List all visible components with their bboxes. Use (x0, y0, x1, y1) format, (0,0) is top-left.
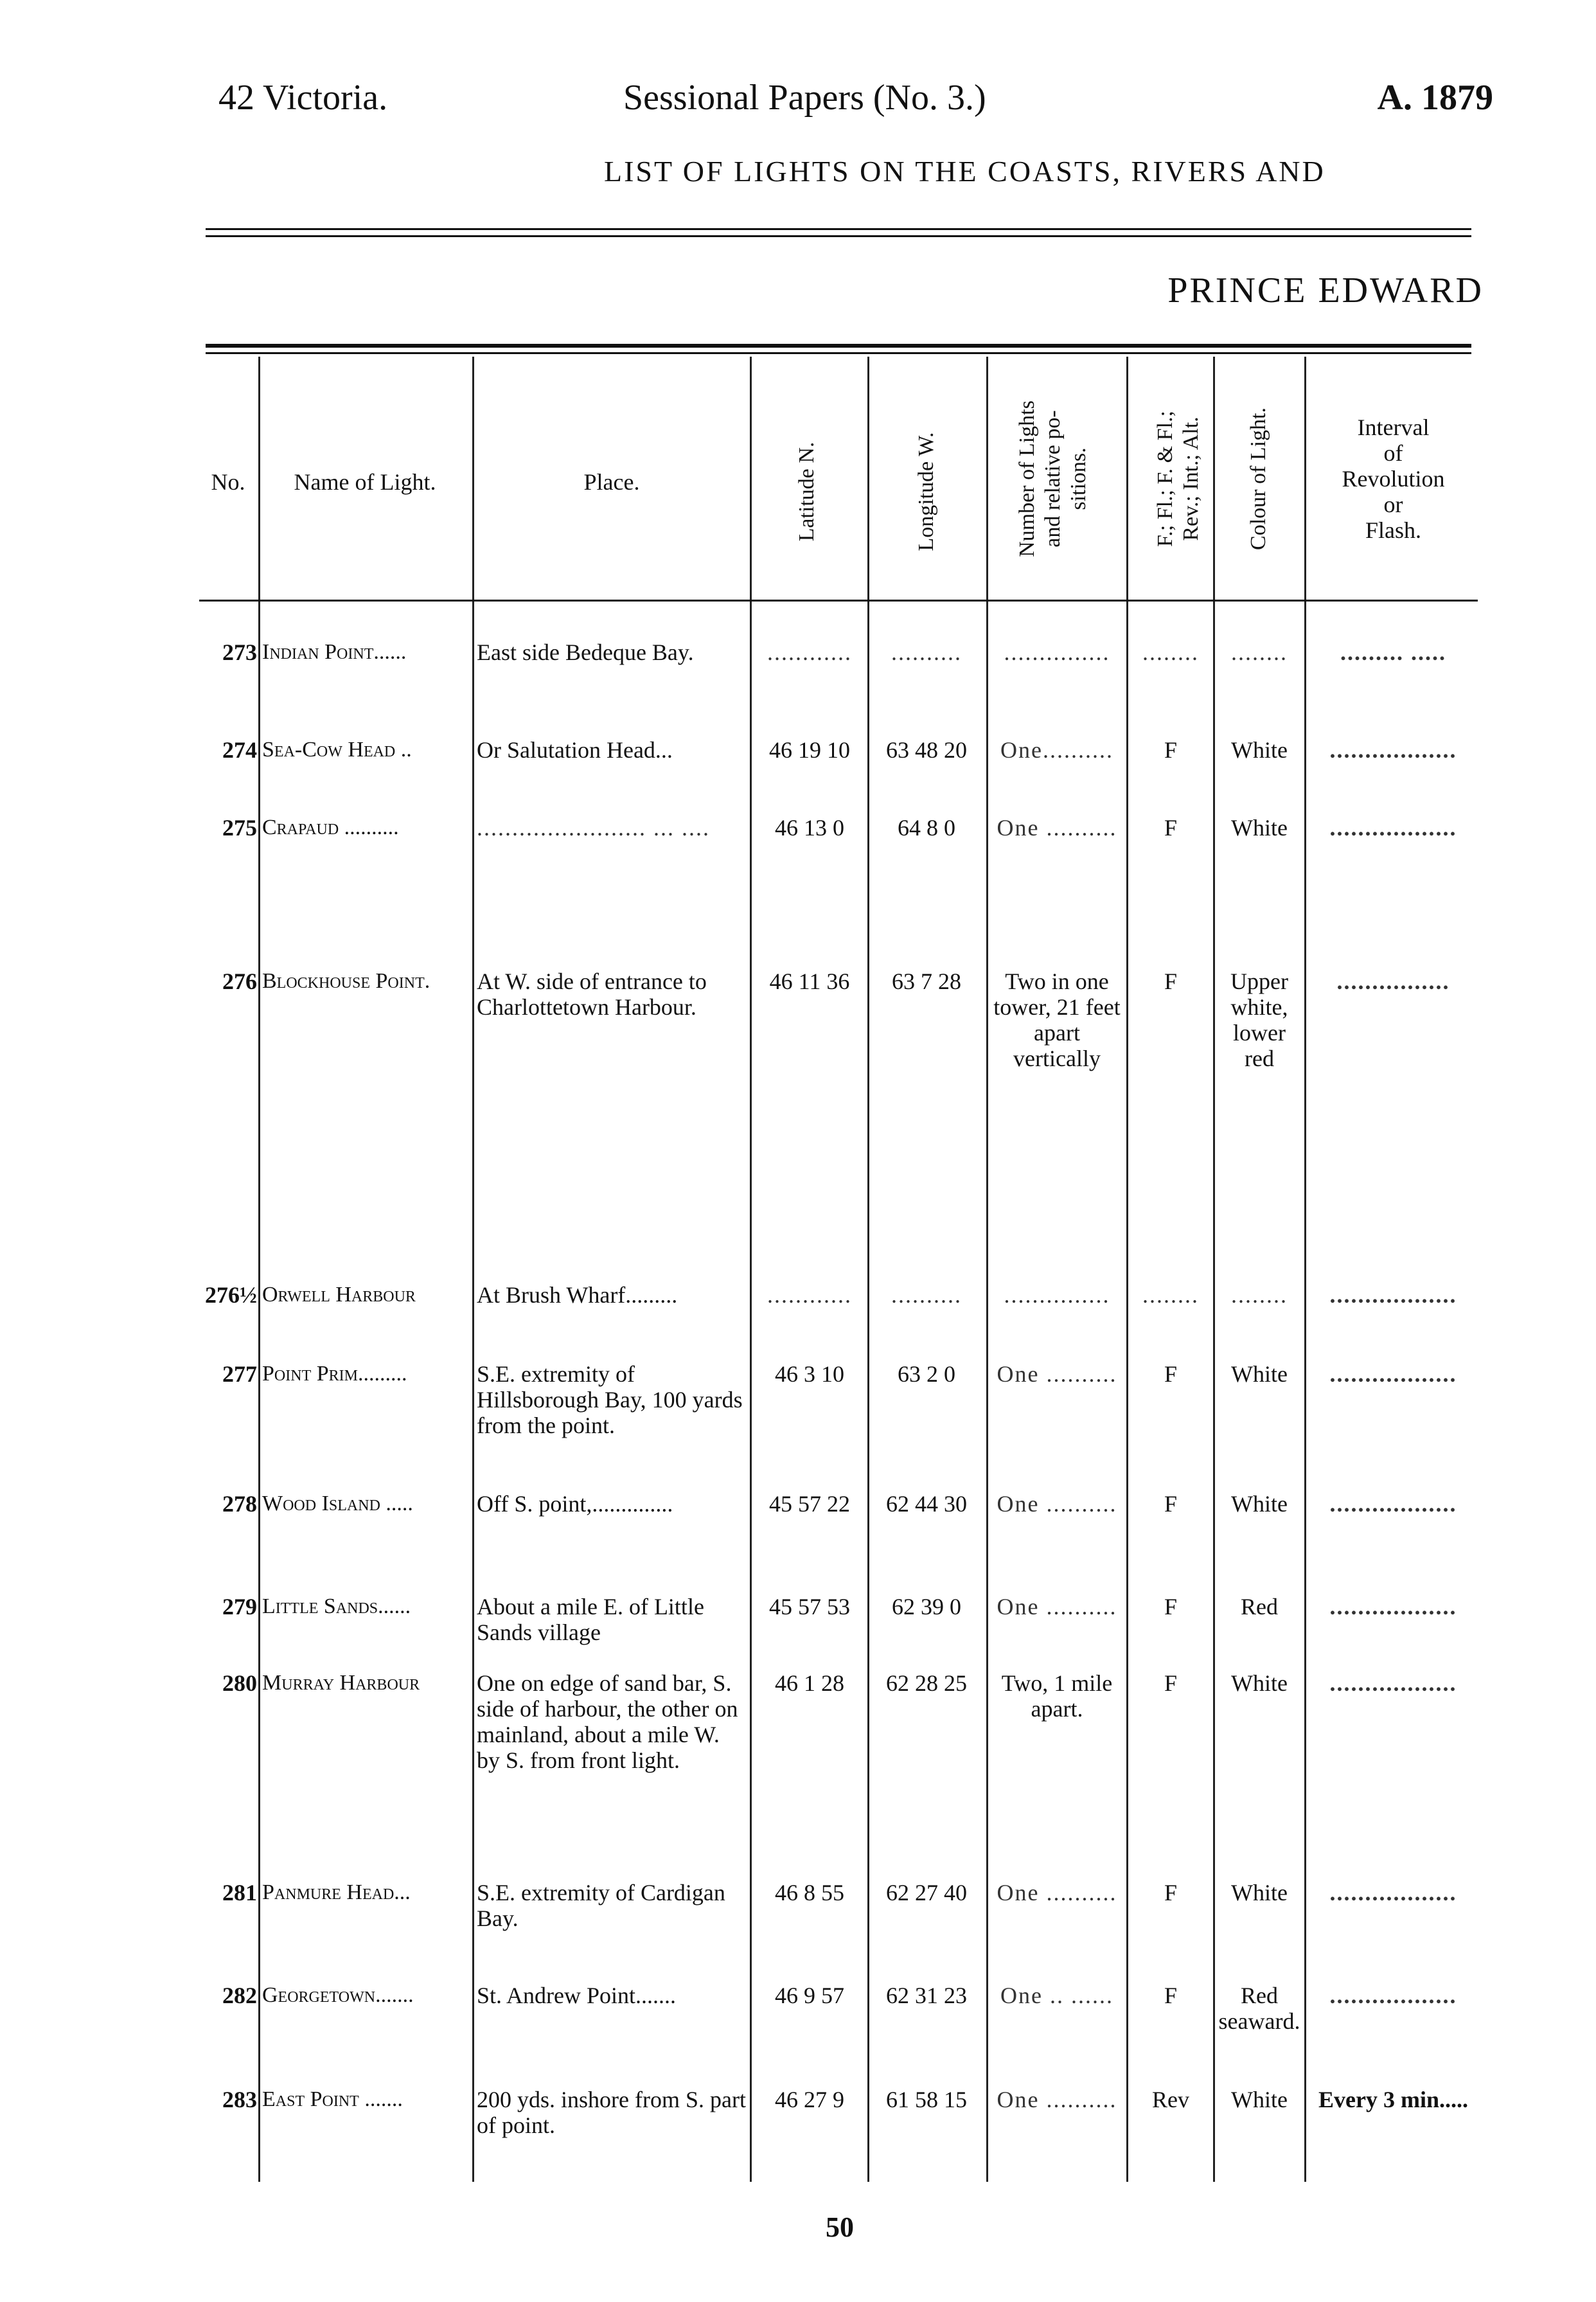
cell-kind: F (1164, 1491, 1178, 1517)
cell-longitude: 62 39 0 (892, 1594, 961, 1619)
cell-place: One on edge of sand bar, S. side of harbour, the other on mainland, about a mile W. by S. from front light. (477, 1670, 738, 1773)
cell-number: One.......... (1000, 737, 1113, 763)
cell-interval: .................. (1329, 737, 1457, 763)
header-latitude: Latitude N. (795, 442, 819, 542)
cell-longitude: 63 2 0 (898, 1361, 955, 1387)
cell-number: Two in one tower, 21 feet apart vertically (993, 968, 1121, 1071)
cell-colour: White (1231, 815, 1288, 841)
document-subtitle: LIST OF LIGHTS ON THE COASTS, RIVERS AND (604, 155, 1326, 188)
cell-interval: ......... ..... (1340, 639, 1446, 665)
cell-latitude: 45 57 53 (769, 1594, 850, 1619)
col-divider (1304, 357, 1306, 2182)
cell-no: 278 (222, 1491, 257, 1517)
cell-kind: F (1164, 1880, 1178, 1905)
cell-no: 277 (222, 1361, 257, 1387)
cell-latitude: 46 1 28 (775, 1670, 844, 1696)
header-interval-c: Revolution (1342, 466, 1445, 492)
header-name: Name of Light. (294, 469, 436, 495)
cell-interval: .................. (1329, 1594, 1457, 1619)
cell-no: 273 (222, 639, 257, 665)
header-place: Place. (583, 469, 640, 495)
cell-colour: Red seaward. (1218, 1983, 1300, 2034)
cell-longitude: 63 7 28 (892, 968, 961, 994)
col-divider (986, 357, 988, 2182)
cell-name: Point Prim......... (262, 1362, 407, 1386)
col-divider (750, 357, 752, 2182)
cell-no: 280 (222, 1670, 257, 1696)
header-number-a: Number of Lights (1015, 400, 1039, 557)
header-colour: Colour of Light. (1246, 407, 1270, 550)
cell-number: One .......... (997, 2087, 1117, 2112)
header-rule (206, 228, 1471, 230)
lights-table (199, 344, 1478, 2182)
cell-colour: White (1231, 737, 1288, 763)
cell-interval: Every 3 min..... (1318, 2087, 1468, 2112)
cell-longitude: .......... (891, 639, 962, 665)
cell-name: Murray Harbour (262, 1671, 420, 1695)
cell-longitude: 62 31 23 (886, 1983, 967, 2008)
cell-kind: F (1164, 1983, 1178, 2008)
cell-place: St. Andrew Point....... (477, 1983, 677, 2008)
cell-name: Little Sands...... (262, 1594, 411, 1618)
cell-interval: .................. (1329, 1491, 1457, 1517)
header-kind-b: Rev.; Int.; Alt. (1179, 416, 1203, 541)
cell-number: One .......... (997, 1880, 1117, 1905)
cell-kind: ........ (1142, 1282, 1199, 1308)
col-divider (472, 357, 474, 2182)
cell-no: 275 (222, 815, 257, 841)
cell-latitude: 46 9 57 (775, 1983, 844, 2008)
cell-longitude: 63 48 20 (886, 737, 967, 763)
cell-place: S.E. extremity of Hillsborough Bay, 100 yards from the point. (477, 1361, 743, 1438)
cell-number: One .......... (997, 815, 1117, 841)
cell-latitude: 46 3 10 (775, 1361, 844, 1387)
cell-no: 281 (222, 1880, 257, 1905)
cell-latitude: 46 27 9 (775, 2087, 844, 2112)
cell-longitude: 61 58 15 (886, 2087, 967, 2112)
cell-kind: F (1164, 1361, 1178, 1387)
cell-place: East side Bedeque Bay. (477, 639, 694, 665)
cell-kind: F (1164, 1594, 1178, 1619)
cell-interval: .................. (1329, 1880, 1457, 1905)
cell-kind: F (1164, 815, 1178, 841)
header-interval-a: Interval (1357, 415, 1430, 440)
cell-longitude: 62 44 30 (886, 1491, 967, 1517)
cell-number: ............... (1004, 639, 1110, 665)
col-divider (867, 357, 869, 2182)
cell-longitude: 62 28 25 (886, 1670, 967, 1696)
cell-name: Indian Point...... (262, 640, 407, 664)
cell-colour: White (1231, 1491, 1288, 1517)
cell-latitude: 46 19 10 (769, 737, 850, 763)
cell-no: 276 (222, 968, 257, 994)
header-kind-a: F.; Fl.; F. & Fl.; (1153, 411, 1177, 547)
cell-colour: White (1231, 1670, 1288, 1696)
cell-name: Wood Island ..... (262, 1492, 413, 1515)
cell-interval: .................. (1329, 815, 1457, 841)
cell-number: One .......... (997, 1594, 1117, 1619)
cell-name: Georgetown....... (262, 1983, 414, 2007)
header-number-c: sitions. (1067, 447, 1090, 510)
cell-place: At Brush Wharf......... (477, 1282, 678, 1308)
cell-kind: Rev (1152, 2087, 1189, 2112)
cell-latitude: ............ (767, 639, 852, 665)
header-interval (1309, 415, 1478, 543)
header-right: A. 1879 (1377, 78, 1493, 118)
cell-no: 282 (222, 1983, 257, 2008)
cell-colour: White (1231, 2087, 1288, 2112)
cell-kind: ........ (1142, 639, 1199, 665)
cell-interval: .................. (1329, 1983, 1457, 2008)
col-divider (258, 357, 260, 2182)
cell-number: ............... (1004, 1282, 1110, 1308)
cell-place: At W. side of entrance to Charlottetown Harbour. (477, 968, 707, 1020)
header-no: No. (211, 469, 245, 495)
cell-interval: .................. (1329, 1361, 1457, 1387)
header-center: Sessional Papers (No. 3.) (623, 78, 986, 118)
cell-colour: White (1231, 1880, 1288, 1905)
header-number-b: and relative po- (1041, 410, 1065, 548)
running-header (212, 77, 1493, 129)
cell-number: One .......... (997, 1361, 1117, 1387)
cell-no: 274 (222, 737, 257, 763)
page-number: 50 (826, 2211, 854, 2243)
cell-place: Off S. point,.............. (477, 1491, 673, 1517)
cell-name: Blockhouse Point. (262, 969, 430, 993)
cell-latitude: 45 57 22 (769, 1491, 850, 1517)
header-interval-d: or (1383, 492, 1403, 517)
cell-kind: F (1164, 737, 1178, 763)
cell-name: Orwell Harbour (262, 1283, 416, 1307)
cell-number: Two, 1 mile apart. (1001, 1670, 1113, 1722)
cell-no: 283 (222, 2087, 257, 2112)
cell-longitude: 62 27 40 (886, 1880, 967, 1905)
cell-interval: .................. (1329, 1670, 1457, 1696)
cell-colour: ........ (1231, 639, 1288, 665)
cell-place: 200 yds. inshore from S. part of point. (477, 2087, 746, 2138)
cell-name: Crapaud .......... (262, 816, 399, 839)
cell-name: East Point ....... (262, 2087, 403, 2111)
cell-colour: ........ (1231, 1282, 1288, 1308)
cell-colour: Red (1241, 1594, 1278, 1619)
cell-latitude: ............ (767, 1282, 852, 1308)
header-rule-2 (206, 235, 1471, 237)
cell-place: About a mile E. of Little Sands village (477, 1594, 704, 1645)
header-interval-e: Flash. (1365, 517, 1421, 543)
cell-latitude: 46 8 55 (775, 1880, 844, 1905)
cell-latitude: 46 11 36 (769, 968, 850, 994)
cell-no: 279 (222, 1594, 257, 1619)
cell-interval: .................. (1329, 1282, 1457, 1308)
cell-latitude: 46 13 0 (775, 815, 844, 841)
header-left: 42 Victoria. (218, 78, 388, 118)
cell-place: Or Salutation Head... (477, 737, 673, 763)
col-divider (1213, 357, 1215, 2182)
cell-name: Sea-Cow Head .. (262, 738, 412, 762)
cell-number: One .. ...... (1000, 1983, 1113, 2008)
cell-place: ........................ ... .... (477, 815, 710, 841)
cell-interval: ................ (1336, 968, 1450, 994)
cell-colour: White (1231, 1361, 1288, 1387)
col-divider (1126, 357, 1128, 2182)
cell-number: One .......... (997, 1491, 1117, 1517)
cell-name: Panmure Head... (262, 1880, 411, 1904)
header-interval-b: of (1383, 440, 1403, 466)
cell-kind: F (1164, 968, 1178, 994)
cell-longitude: 64 8 0 (898, 815, 955, 841)
header-longitude: Longitude W. (914, 432, 938, 551)
header-bottom-rule (199, 600, 1478, 602)
cell-colour: Upper white, lower red (1230, 968, 1288, 1071)
cell-place: S.E. extremity of Cardigan Bay. (477, 1880, 725, 1931)
cell-kind: F (1164, 1670, 1178, 1696)
region-title: PRINCE EDWARD (1167, 271, 1484, 310)
cell-no: 276½ (205, 1282, 257, 1308)
cell-longitude: .......... (891, 1282, 962, 1308)
